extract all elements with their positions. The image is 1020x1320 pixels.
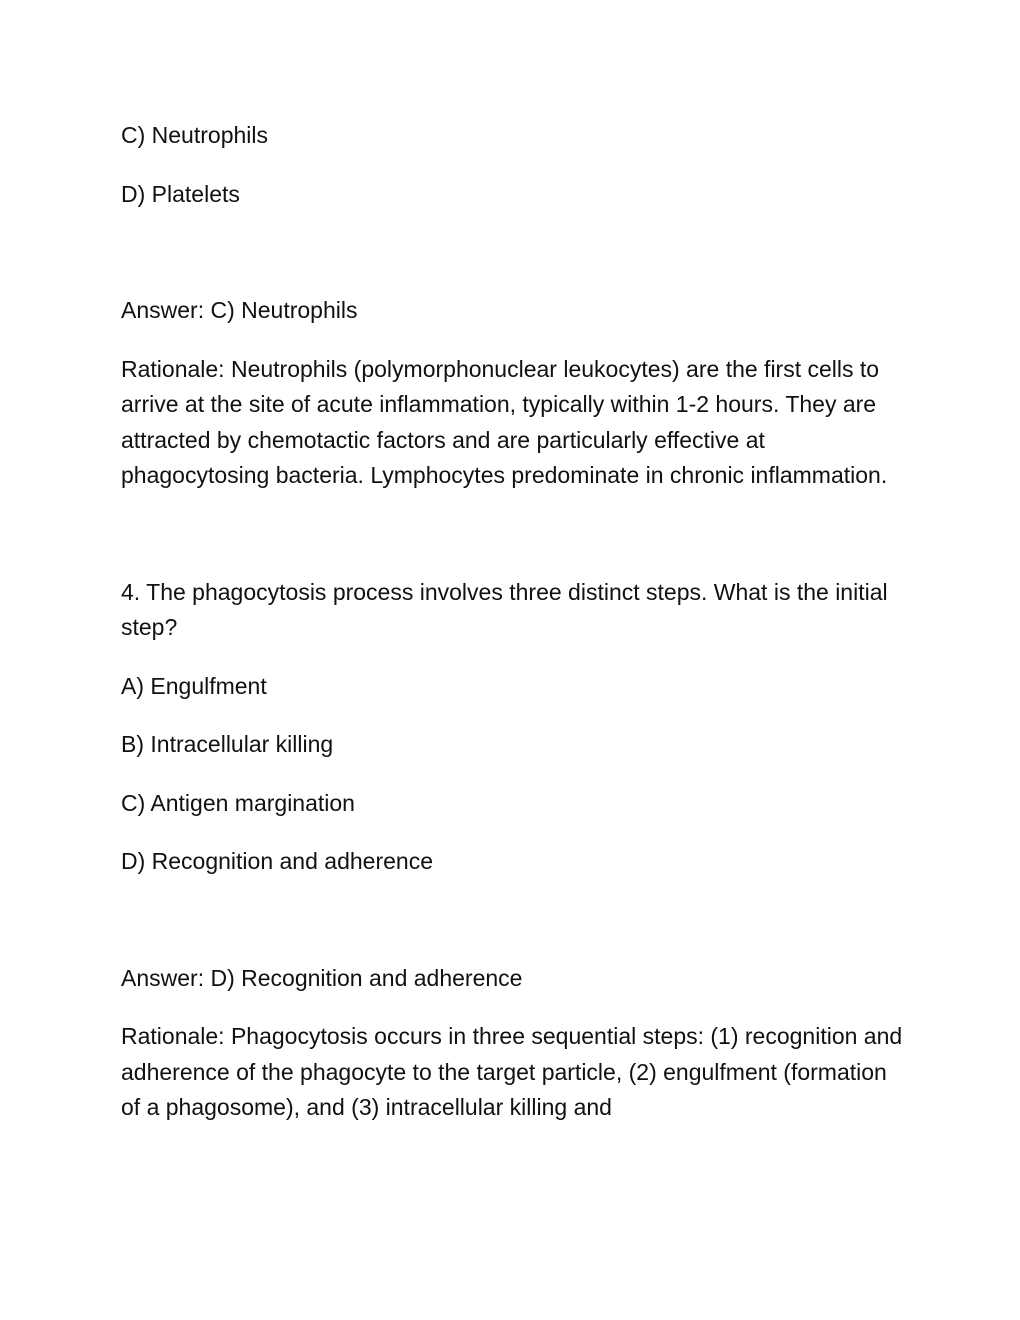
q4-option-c: C) Antigen margination <box>121 789 355 816</box>
document-page <box>121 118 911 1126</box>
q3-rationale: Rationale: Neutrophils (polymorphonuclear leukocytes) are the first cells to arrive at the site of acute inflammation, typically within 1-2 hours. They are attracted by chemotactic factors and are particularly effective at phagocytosing bacteria. Lymphocytes predominate in chronic inflammation. <box>121 355 888 488</box>
q4-rationale: Rationale: Phagocytosis occurs in three sequential steps: (1) recognition and adherence of the phagocyte to the target particle, (2) engulfment (formation of a phagosome), and (3) intracellular killing and <box>121 1023 903 1120</box>
q4-option-a: A) Engulfment <box>121 672 267 699</box>
q4-answer: Answer: D) Recognition and adherence <box>121 964 523 991</box>
q4-option-b: B) Intracellular killing <box>121 731 334 757</box>
q4-option-d: D) Recognition and adherence <box>121 848 433 874</box>
q3-option-d: D) Platelets <box>121 180 240 207</box>
q3-answer: Answer: C) Neutrophils <box>121 297 358 323</box>
q4-question: 4. The phagocytosis process involves three distinct steps. What is the initial step? <box>121 578 888 640</box>
q3-option-c: C) Neutrophils <box>121 122 268 148</box>
